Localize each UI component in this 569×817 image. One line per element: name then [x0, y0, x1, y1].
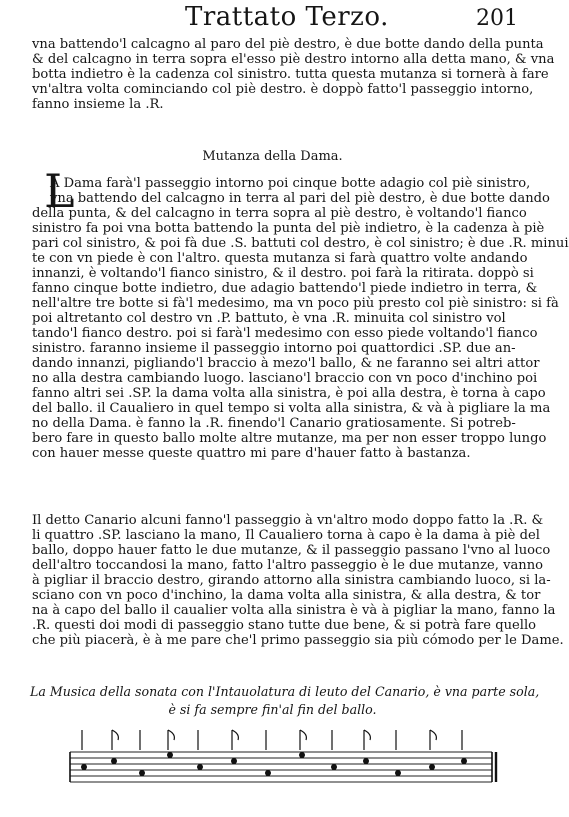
text-line: vna battendo del calcagno in terra al pari del piè destro, è due botte dando: [50, 191, 550, 206]
text-line: Il detto Canario alcuni fanno'l passeggio à vn'altro modo doppo fatto la .R. &: [32, 513, 544, 528]
text-line: bero fare in questo ballo molte altre mutanze, ma per non esser troppo lungo: [32, 431, 547, 446]
text-line: à pigliar il braccio destro, girando attorno alla sinistra cambiando luoco, si la-: [32, 573, 551, 588]
text-line: vn'altra volta cominciando col piè destro. è doppò fatto'l passeggio intorno,: [32, 82, 534, 97]
text-line: no alla destra cambiando luogo. lasciano'l braccio con vn poco d'inchino poi: [32, 371, 538, 386]
text-line: botta indietro è la cadenza col sinistro. tutta questa mutanza si tornerà à fare: [32, 67, 549, 82]
text-line: sinistro. faranno insieme il passeggio intorno poi quattordici .SP. due an-: [32, 341, 516, 356]
intro-paragraph: [32, 37, 555, 112]
text-line: pari col sinistro, & poi fà due .S. battuti col destro, è col sinistro; è due .R. minui: [32, 236, 569, 251]
music-staff: [60, 722, 500, 798]
text-line: sinistro fa poi vna botta battendo la punta del piè indietro, è la cadenza à piè: [32, 221, 545, 236]
text-line: tando'l fianco destro. poi si farà'l medesimo con esso piede voltando'l fianco: [32, 326, 538, 341]
text-line: no della Dama. è fanno la .R. finendo'l Canario gratiosamente. Si potreb-: [32, 416, 516, 431]
section-heading: Mutanza della Dama.: [202, 149, 343, 164]
text-line: & del calcagno in terra sopra el'esso piè destro intorno alla detta mano, & vna: [32, 52, 555, 67]
text-line: fanno altri sei .SP. la dama volta alla sinistra, è poi alla destra, è torna à capo: [32, 386, 546, 401]
text-line: na à capo del ballo il caualier volta alla sinistra è và à pigliar la mano, fanno la: [32, 603, 556, 618]
text-line: fanno cinque botte indietro, due adagio battendo'l piede indietro in terra, &: [32, 281, 538, 296]
text-line: ballo, doppo hauer fatto le due mutanze, & il passeggio passano l'vno al luoco: [32, 543, 551, 558]
rhythm-flags: [82, 730, 462, 750]
staff-lines: [70, 752, 492, 782]
text-line: dell'altro toccandosi la mano, fatto l'altro passeggio è le due mutanze, vanno: [32, 558, 544, 573]
text-line: vna battendo'l calcagno al paro del piè destro, è due botte dando della punta: [32, 37, 544, 52]
text-line: poi altretanto col destro vn .P. battuto, è vna .R. minuita col sinistro vol: [32, 311, 506, 326]
caption-line: è si fa sempre fin'al fin del ballo.: [168, 702, 377, 717]
main-paragraph: [32, 164, 569, 461]
text-line: del ballo. il Caualiero in quel tempo si volta alla sinistra, & và à pigliare la ma: [32, 401, 551, 416]
text-line: fanno insieme la .R.: [32, 97, 164, 112]
page-number: 201: [476, 6, 518, 31]
canario-paragraph: [32, 513, 564, 648]
text-line: sciano con vn poco d'inchino, la dama volta alla sinistra, & alla destra, & tor: [32, 588, 541, 603]
text-line: che più piacerà, è à me pare che'l primo passeggio sia più cómodo per le Dame.: [32, 633, 564, 648]
text-line: .R. questi doi modi di passeggio stano tutte due bene, & si potrà fare quello: [32, 618, 537, 633]
text-line: nell'altre tre botte si fà'l medesimo, ma vn poco più presto col piè sinistro: si fà: [32, 296, 559, 311]
text-line: te con vn piede è con l'altro. questa mutanza si farà quattro volte andando: [32, 251, 528, 266]
caption-line: La Musica della sonata con l'Intauolatura di leuto del Canario, è vna parte sola,: [30, 684, 540, 699]
text-line: della punta, & del calcagno in terra sopra al piè destro, è voltando'l fianco: [32, 206, 527, 221]
page-header: [0, 2, 545, 36]
text-line: dando innanzi, pigliando'l braccio à mezo'l ballo, & ne faranno sei altri attor: [32, 356, 540, 371]
text-line: innanzi, è voltando'l fianco sinistro, & il destro. poi farà la ritirata. doppò si: [32, 266, 534, 281]
text-line: li quattro .SP. lasciano la mano, Il Caualiero torna à capo è la dama à piè del: [32, 528, 540, 543]
drop-cap: L: [44, 164, 75, 218]
text-line: A Dama farà'l passeggio intorno poi cinque botte adagio col piè sinistro,: [50, 176, 531, 191]
text-line: con hauer messe queste quattro mi pare d'hauer fatto à bastanza.: [32, 446, 471, 461]
running-title: Trattato Terzo.: [185, 2, 389, 32]
music-caption: [30, 683, 540, 719]
